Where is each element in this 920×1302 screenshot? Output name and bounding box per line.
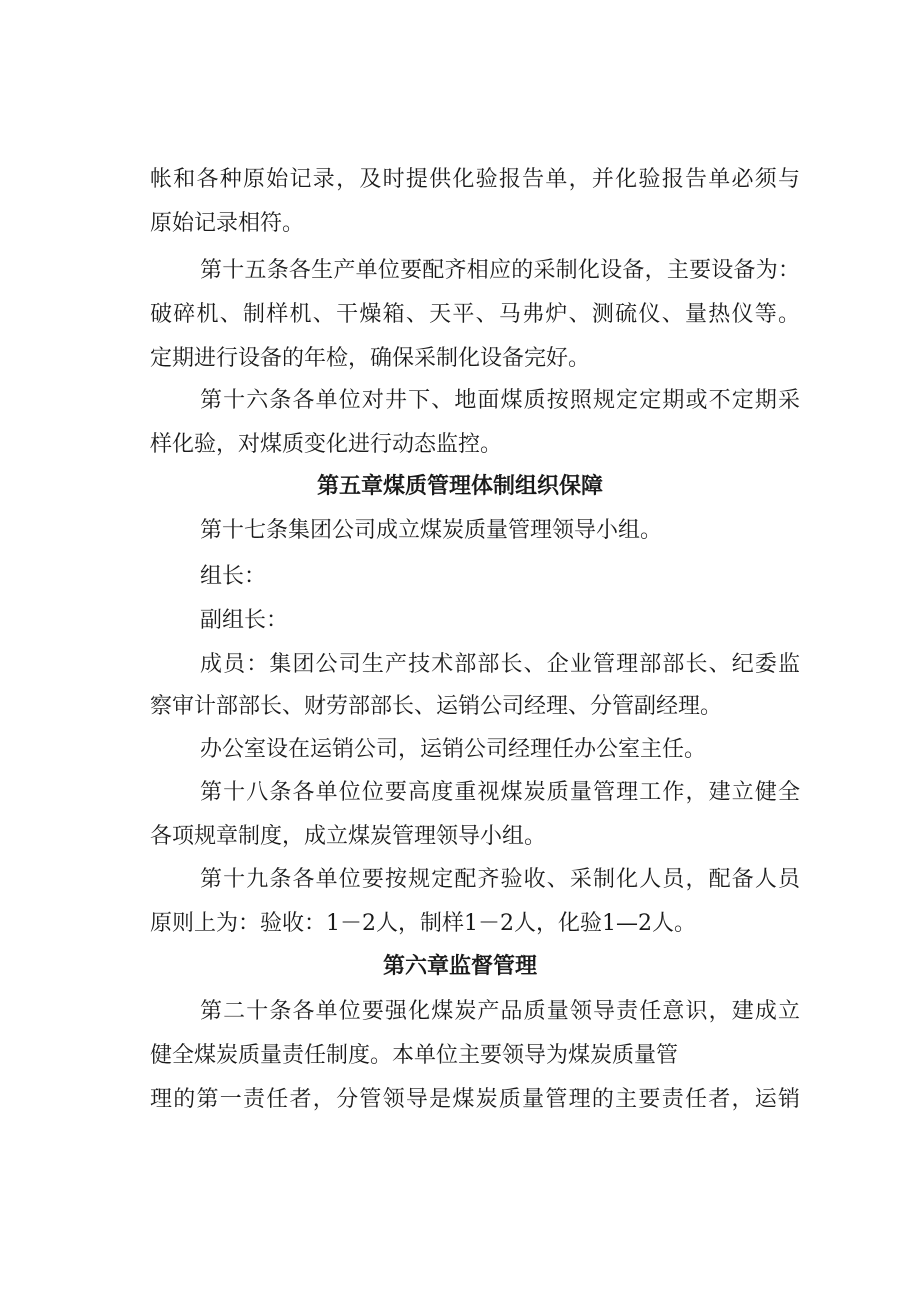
article-19-line: 原则上为：验收：1－2人，制样1－2人，化验1—2人。	[150, 911, 696, 936]
chapter-6-heading: 第六章监督管理	[382, 954, 537, 979]
article-20-line: 理的第一责任者，分管领导是煤炭质量管理的主要责任者，运销	[150, 1087, 800, 1112]
article-15-line: 破碎机、制样机、干燥箱、天平、马弗炉、测硫仪、量热仪等。	[150, 302, 800, 327]
article-15-line: 定期进行设备的年检，确保采制化设备完好。	[150, 346, 591, 371]
article-16-line: 第十六条各单位对井下、地面煤质按照规定定期或不定期采	[200, 388, 800, 413]
paragraph-line: 原始记录相符。	[150, 211, 305, 236]
chapter-5-heading: 第五章煤质管理体制组织保障	[316, 474, 603, 499]
article-16-line: 样化验，对煤质变化进行动态监控。	[150, 432, 503, 457]
office-line: 办公室设在运销公司，运销公司经理任办公室主任。	[200, 737, 707, 762]
paragraph-line: 帐和各种原始记录，及时提供化验报告单，并化验报告单必须与	[150, 167, 800, 192]
article-17-line: 第十七条集团公司成立煤炭质量管理领导小组。	[200, 518, 663, 543]
article-19-line: 第十九条各单位要按规定配齐验收、采制化人员，配备人员	[200, 867, 800, 892]
members-line: 察审计部部长、财劳部部长、运销公司经理、分管副经理。	[150, 694, 723, 719]
deputy-leader-line: 副组长：	[200, 608, 289, 633]
article-20-line: 第二十条各单位要强化煤炭产品质量领导责任意识，建成立	[200, 999, 800, 1024]
article-18-line: 第十八条各单位位要高度重视煤炭质量管理工作，建立健全	[200, 780, 800, 805]
members-line: 成员：集团公司生产技术部部长、企业管理部部长、纪委监	[200, 652, 800, 677]
article-20-line: 健全煤炭质量责任制度。本单位主要领导为煤炭质量管	[150, 1043, 679, 1068]
article-18-line: 各项规章制度，成立煤炭管理领导小组。	[150, 824, 547, 849]
article-15-line: 第十五条各生产单位要配齐相应的采制化设备，主要设备为：	[200, 258, 800, 283]
leader-line: 组长：	[200, 564, 267, 589]
